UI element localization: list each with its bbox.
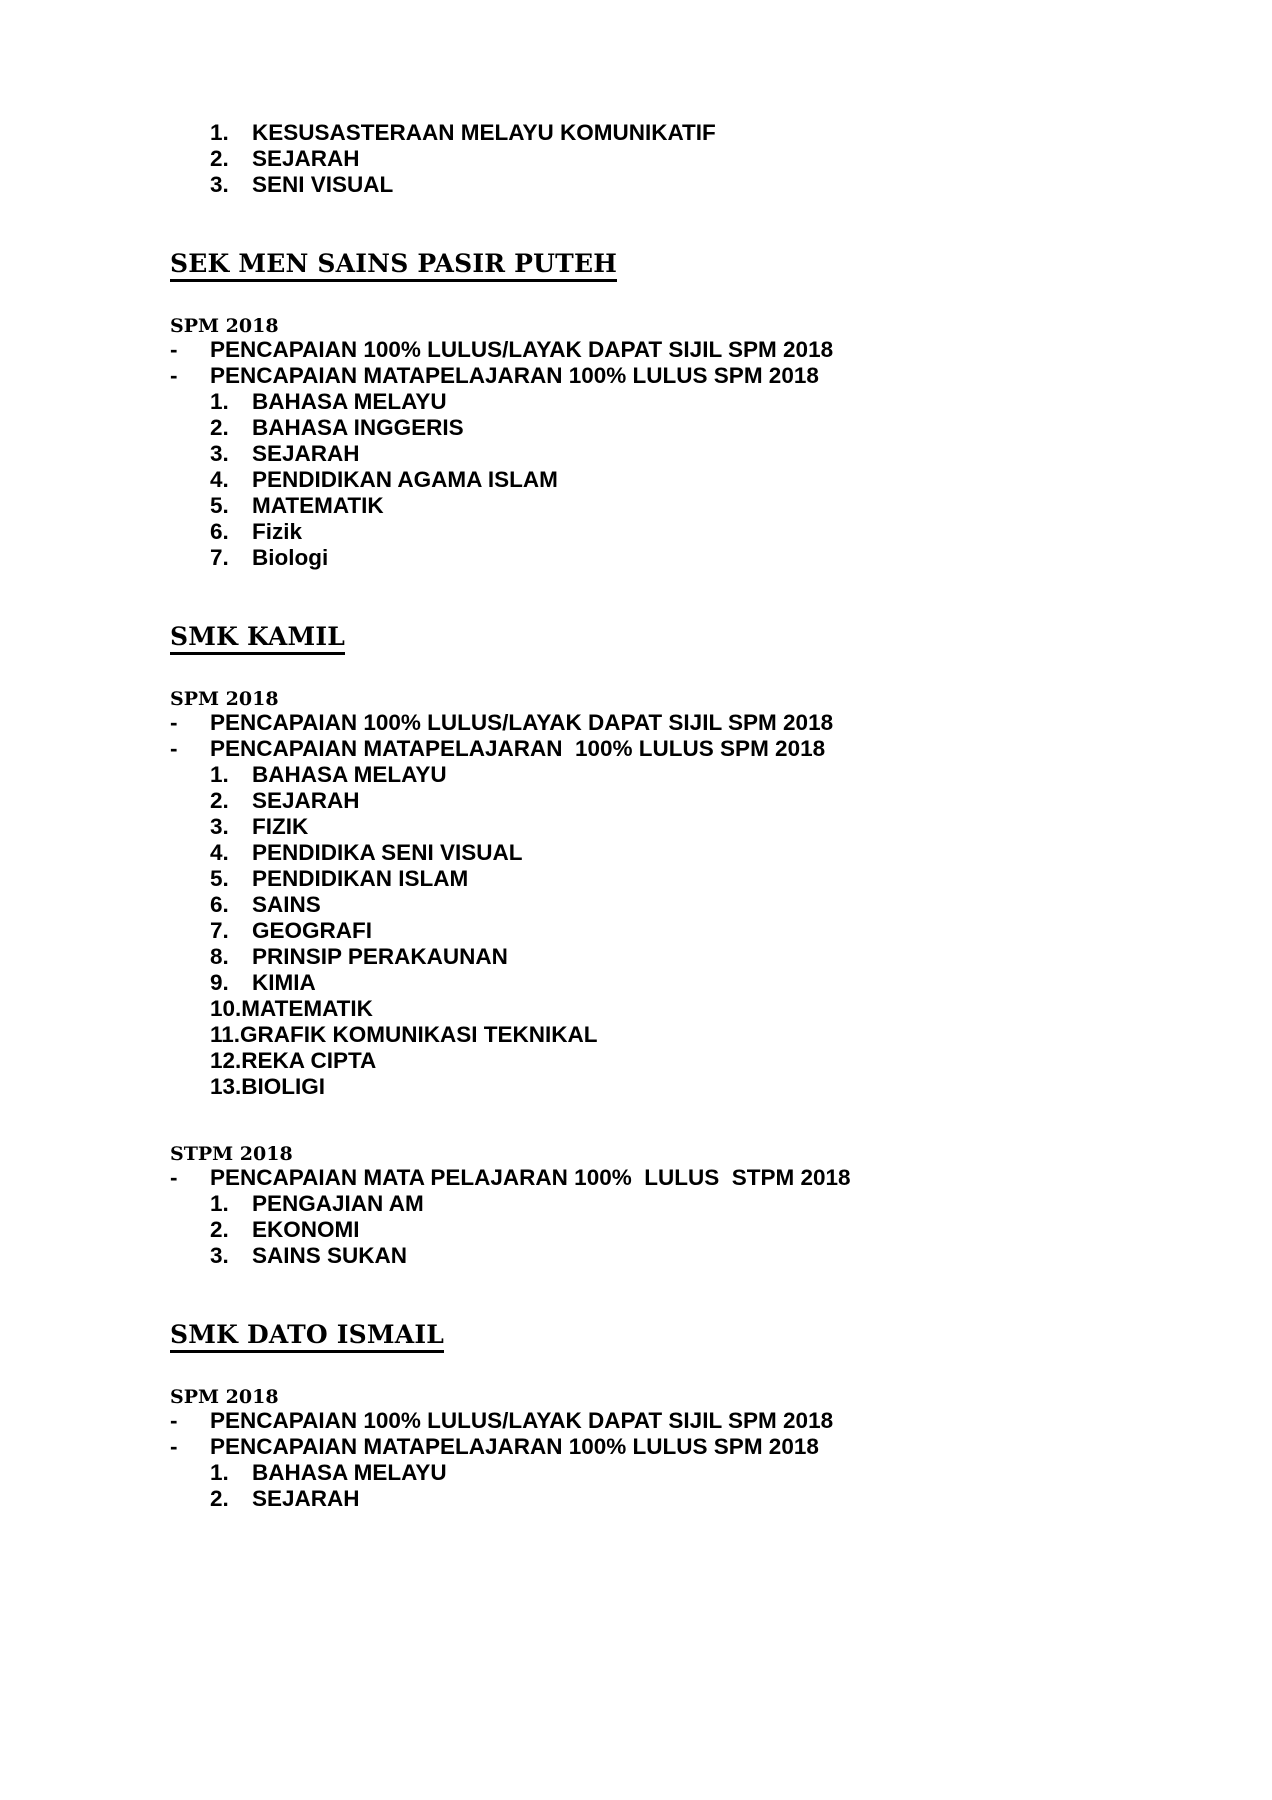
list-item-number: 2.: [210, 414, 229, 440]
list-item-label: FIZIK: [252, 813, 309, 839]
list-item-label: Fizik: [252, 518, 303, 544]
list-item-number: 2.: [210, 1485, 229, 1511]
list-item-number: 7.: [210, 544, 229, 570]
list-item-number: 5.: [210, 865, 229, 891]
dash-bullet-item: [170, 710, 1102, 736]
list-item-number: 3.: [210, 172, 229, 197]
list-item-number: 7.: [210, 917, 229, 943]
list-item-label: PENDIDIKA SENI VISUAL: [252, 839, 523, 865]
dash-bullet-item: [170, 736, 1102, 762]
list-item-label: PRINSIP PERAKAUNAN: [252, 943, 508, 969]
list-item-label: SENI VISUAL: [252, 172, 394, 197]
section-gap: [170, 198, 1102, 250]
list-item-label: SEJARAH: [252, 440, 360, 466]
dash-bullet-marker: -: [170, 1433, 178, 1459]
section-gap: [170, 571, 1102, 623]
list-item-number: 2.: [210, 1216, 229, 1242]
school-heading-wrapper: [170, 623, 1102, 655]
list-item-label: BAHASA MELAYU: [252, 761, 447, 787]
exam-label: STPM 2018: [170, 1142, 293, 1165]
list-item-number: 2.: [210, 787, 229, 813]
list-item-label: BIOLIGI: [241, 1073, 326, 1099]
numbered-list-item: [170, 944, 1102, 970]
list-item-number: 1.: [210, 120, 229, 145]
list-item-number: 10.: [210, 995, 242, 1021]
numbered-list-item: [170, 996, 1102, 1022]
numbered-list-item: [170, 146, 1102, 172]
numbered-list-item: [170, 970, 1102, 996]
list-item-label: BAHASA MELAYU: [252, 388, 447, 414]
dash-bullet-label: PENCAPAIAN MATA PELAJARAN 100% LULUS STPM 2018: [210, 1164, 851, 1190]
list-item-number: 3.: [210, 813, 229, 839]
numbered-list-item: [170, 788, 1102, 814]
numbered-list-item: [170, 120, 1102, 146]
list-item-number: 8.: [210, 943, 229, 969]
list-item-label: MATEMATIK: [241, 995, 373, 1021]
dash-bullet-label: PENCAPAIAN 100% LULUS/LAYAK DAPAT SIJIL SPM 2018: [210, 1407, 834, 1433]
numbered-list-item: [170, 172, 1102, 198]
school-heading: SEK MEN SAINS PASIR PUTEH: [170, 250, 617, 282]
numbered-list-item: [170, 545, 1102, 571]
list-item-label: Biologi: [252, 544, 329, 570]
list-item-number: 2.: [210, 146, 229, 171]
numbered-list-item: [170, 1243, 1102, 1269]
dash-bullet-label: PENCAPAIAN 100% LULUS/LAYAK DAPAT SIJIL SPM 2018: [210, 336, 834, 362]
numbered-list-item: [170, 1048, 1102, 1074]
list-item-number: 11.: [210, 1021, 241, 1047]
list-item-number: 12.: [210, 1047, 242, 1073]
dash-bullet-label: PENCAPAIAN 100% LULUS/LAYAK DAPAT SIJIL SPM 2018: [210, 709, 834, 735]
list-item-label: GRAFIK KOMUNIKASI TEKNIKAL: [240, 1021, 598, 1047]
list-item-number: 13.: [210, 1073, 242, 1099]
exam-gap: [170, 1353, 1102, 1387]
intro-numbered-list: [170, 120, 1102, 198]
numbered-list-item: [170, 814, 1102, 840]
list-item-label: SEJARAH: [252, 1485, 360, 1511]
dash-bullet-item: [170, 1165, 1102, 1191]
numbered-list-item: [170, 762, 1102, 788]
list-item-label: BAHASA INGGERIS: [252, 414, 464, 440]
school-heading-wrapper: [170, 1321, 1102, 1353]
list-item-label: KIMIA: [252, 969, 316, 995]
list-item-number: 6.: [210, 891, 229, 917]
dash-bullet-item: [170, 363, 1102, 389]
numbered-list-item: [170, 389, 1102, 415]
dash-bullet-marker: -: [170, 1407, 178, 1433]
dash-bullet-label: PENCAPAIAN MATAPELAJARAN 100% LULUS SPM 2018: [210, 362, 819, 388]
school-heading: SMK KAMIL: [170, 623, 345, 655]
numbered-list-item: [170, 1022, 1102, 1048]
list-item-number: 1.: [210, 388, 229, 414]
list-item-label: SEJARAH: [252, 787, 360, 813]
numbered-list-item: [170, 519, 1102, 545]
dash-bullet-marker: -: [170, 362, 178, 388]
numbered-list-item: [170, 415, 1102, 441]
list-item-label: SAINS: [252, 891, 321, 917]
list-item-number: 1.: [210, 761, 229, 787]
numbered-list-item: [170, 1191, 1102, 1217]
numbered-list-item: [170, 1217, 1102, 1243]
list-item-label: BAHASA MELAYU: [252, 1459, 447, 1485]
list-item-number: 4.: [210, 466, 229, 492]
dash-bullet-item: [170, 337, 1102, 363]
list-item-number: 5.: [210, 492, 229, 518]
dash-bullet-item: [170, 1434, 1102, 1460]
list-item-label: SAINS SUKAN: [252, 1242, 408, 1268]
list-item-label: SEJARAH: [252, 146, 360, 171]
numbered-list-item: [170, 840, 1102, 866]
list-item-number: 9.: [210, 969, 229, 995]
numbered-list-item: [170, 467, 1102, 493]
dash-bullet-marker: -: [170, 709, 178, 735]
dash-bullet-marker: -: [170, 1164, 178, 1190]
dash-bullet-item: [170, 1408, 1102, 1434]
exam-gap: [170, 282, 1102, 316]
numbered-list-item: [170, 866, 1102, 892]
school-heading-wrapper: [170, 250, 1102, 282]
list-item-label: PENDIDIKAN ISLAM: [252, 865, 469, 891]
numbered-list-item: [170, 441, 1102, 467]
list-item-number: 1.: [210, 1459, 229, 1485]
school-heading: SMK DATO ISMAIL: [170, 1321, 444, 1353]
list-item-number: 6.: [210, 518, 229, 544]
dash-bullet-label: PENCAPAIAN MATAPELAJARAN 100% LULUS SPM 2018: [210, 735, 826, 761]
numbered-list-item: [170, 493, 1102, 519]
numbered-list-item: [170, 1074, 1102, 1100]
dash-bullet-marker: -: [170, 735, 178, 761]
list-item-number: 4.: [210, 839, 229, 865]
list-item-number: 3.: [210, 1242, 229, 1268]
numbered-list-item: [170, 892, 1102, 918]
exam-label: SPM 2018: [170, 687, 279, 710]
dash-bullet-marker: -: [170, 336, 178, 362]
list-item-number: 3.: [210, 440, 229, 466]
list-item-number: 1.: [210, 1190, 229, 1216]
list-item-label: GEOGRAFI: [252, 917, 373, 943]
list-item-label: KESUSASTERAAN MELAYU KOMUNIKATIF: [252, 120, 716, 145]
exam-gap: [170, 655, 1102, 689]
numbered-list-item: [170, 918, 1102, 944]
numbered-list-item: [170, 1460, 1102, 1486]
list-item-label: PENGAJIAN AM: [252, 1190, 424, 1216]
list-item-label: EKONOMI: [252, 1216, 360, 1242]
exam-gap: [170, 1100, 1102, 1144]
numbered-list-item: [170, 1486, 1102, 1512]
list-item-label: REKA CIPTA: [241, 1047, 377, 1073]
list-item-label: MATEMATIK: [252, 492, 384, 518]
dash-bullet-label: PENCAPAIAN MATAPELAJARAN 100% LULUS SPM 2018: [210, 1433, 819, 1459]
exam-label: SPM 2018: [170, 315, 279, 337]
section-gap: [170, 1269, 1102, 1321]
exam-label: SPM 2018: [170, 1385, 279, 1408]
school-sections: [170, 198, 1102, 1512]
list-item-label: PENDIDIKAN AGAMA ISLAM: [252, 466, 558, 492]
